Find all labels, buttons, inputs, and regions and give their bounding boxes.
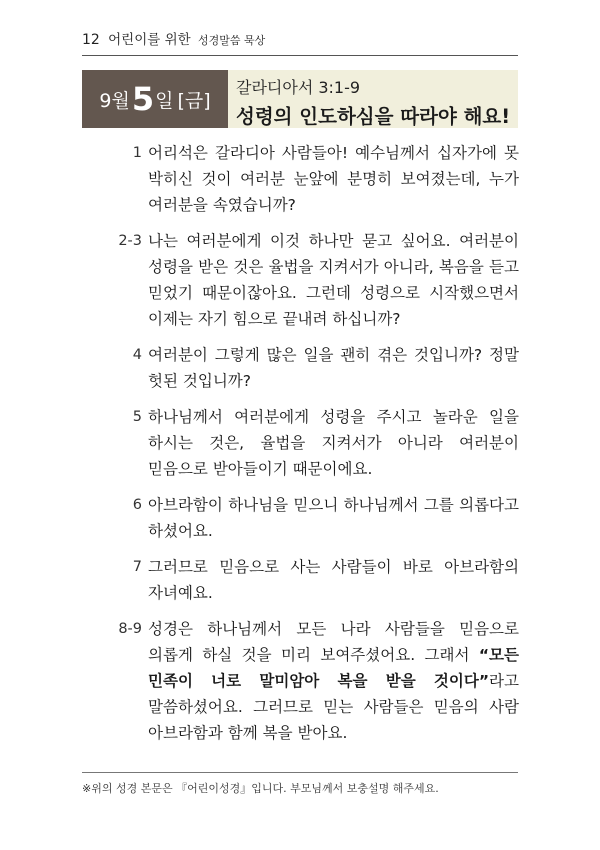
- verse-quote: “모든 민족이 너로 말미암아 복을 받을 것이다”: [148, 646, 519, 690]
- verse-text-after: 라고 말씀하셨어요. 그러므로 믿는 사람들은 믿음의 사람 아브라함과 함께 복을 받아요.: [148, 672, 519, 742]
- footnote-divider: [82, 772, 518, 773]
- verse-text-before: 성경은 하나님께서 모든 나라 사람들을 믿음으로 의롭게 하실 것을 미리 보여주셨어요. 그래서: [148, 620, 519, 664]
- verse-item: [114, 342, 519, 394]
- page-number: 12: [82, 32, 100, 48]
- verse-text: [148, 616, 519, 746]
- verse-item: [114, 404, 519, 482]
- passage-title: 성령의 인도하심을 따라야 해요!: [236, 105, 511, 128]
- date-day-suffix: 일: [155, 89, 174, 112]
- verse-number: 6: [132, 497, 142, 513]
- date-badge: [82, 70, 228, 128]
- verse-item: [114, 140, 519, 218]
- verse-item: [114, 554, 519, 606]
- passage-reference: 갈라디아서 3:1-9: [236, 78, 361, 97]
- running-head: [82, 28, 265, 48]
- verse-text: 하나님께서 여러분에게 성령을 주시고 놀라운 일을 하시는 것은, 율법을 지켜서가 아니라 여러분이 믿음으로 받아들이기 때문이에요.: [148, 408, 519, 478]
- book-subtitle: 성경말씀 묵상: [197, 34, 266, 47]
- verse-number: 8-9: [118, 621, 142, 637]
- verse-number: 7: [132, 559, 142, 575]
- verse-text: 여러분이 그렇게 많은 일을 괜히 겪은 것입니까? 정말 헛된 것입니까?: [148, 346, 519, 390]
- passage-header: [228, 70, 518, 128]
- verse-number: 1: [132, 145, 142, 161]
- header-divider: [82, 55, 518, 56]
- verse-item: [114, 616, 519, 746]
- date-day: 5: [131, 80, 155, 118]
- verse-item: [114, 492, 519, 544]
- verse-item: [114, 228, 519, 332]
- verse-list: [114, 140, 519, 756]
- date-month: 9월: [99, 89, 130, 112]
- book-title: 어린이를 위한: [108, 32, 191, 48]
- verse-text: 어리석은 갈라디아 사람들아! 예수님께서 십자가에 못 박히신 것이 여러분 눈앞에 분명히 보여졌는데, 누가 여러분을 속였습니까?: [148, 144, 519, 214]
- verse-number: 4: [132, 347, 142, 363]
- verse-text: 그러므로 믿음으로 사는 사람들이 바로 아브라함의 자녀예요.: [148, 558, 519, 602]
- footnote: ※위의 성경 본문은 『어린이성경』입니다. 부모님께서 보충설명 해주세요.: [82, 782, 439, 795]
- date-weekday: [금]: [177, 89, 211, 112]
- verse-number: 2-3: [118, 233, 142, 249]
- verse-text: 나는 여러분에게 이것 하나만 묻고 싶어요. 여러분이 성령을 받은 것은 율법을 지켜서가 아니라, 복음을 듣고 믿었기 때문이잖아요. 그런데 성령으로 시작했으면서 이제는 자기 힘으로 끝내려 하십니까?: [148, 232, 519, 328]
- verse-text: 아브라함이 하나님을 믿으니 하나님께서 그를 의롭다고 하셨어요.: [148, 496, 519, 540]
- verse-number: 5: [132, 409, 142, 425]
